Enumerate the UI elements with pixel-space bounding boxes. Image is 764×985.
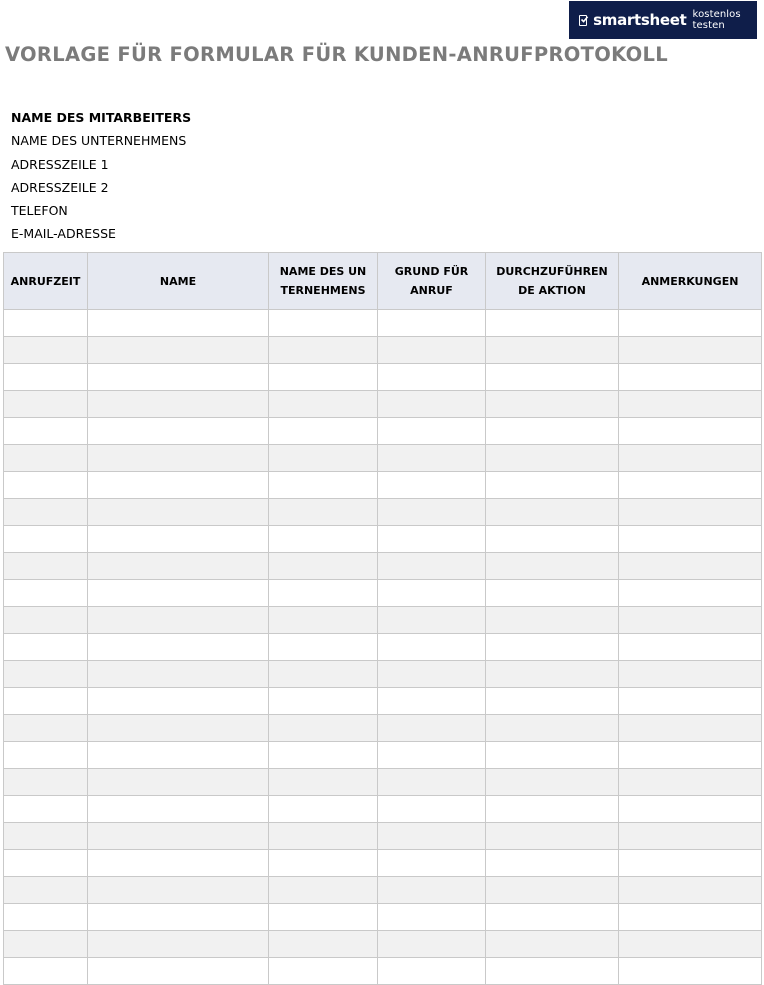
table-cell[interactable] [619,364,762,391]
brand-name: smartsheet [593,11,687,29]
contact-info-block [11,106,191,246]
table-cell[interactable] [486,499,619,526]
table-cell[interactable] [378,877,486,904]
table-cell[interactable] [486,904,619,931]
table-cell[interactable] [88,364,269,391]
table-cell[interactable] [4,310,88,337]
table-cell[interactable] [88,769,269,796]
table-cell[interactable] [269,904,378,931]
table-cell[interactable] [486,661,619,688]
table-cell[interactable] [486,796,619,823]
address-line-2-label: ADRESSZEILE 2 [11,179,109,195]
table-cell[interactable] [88,580,269,607]
table-cell[interactable] [486,931,619,958]
table-row [4,958,762,985]
trial-link-label: kostenlos testen [692,9,741,31]
table-cell[interactable] [619,850,762,877]
table-row [4,634,762,661]
table-cell[interactable] [88,715,269,742]
table-cell[interactable] [378,364,486,391]
column-header-company-name: NAME DES UNTERNEHMENS [269,253,378,310]
table-cell[interactable] [269,337,378,364]
table-row [4,769,762,796]
table-cell[interactable] [88,958,269,985]
table-cell[interactable] [619,715,762,742]
table-cell[interactable] [88,742,269,769]
table-cell[interactable] [378,607,486,634]
table-row [4,715,762,742]
table-cell[interactable] [4,472,88,499]
table-cell[interactable] [88,526,269,553]
table-cell[interactable] [378,337,486,364]
table-cell[interactable] [619,904,762,931]
table-cell[interactable] [4,742,88,769]
company-name-label: NAME DES UNTERNEHMENS [11,133,187,149]
table-cell[interactable] [269,391,378,418]
table-cell[interactable] [269,850,378,877]
table-cell[interactable] [4,553,88,580]
employee-name-label: NAME DES MITARBEITERS [11,110,192,125]
table-cell[interactable] [269,796,378,823]
table-cell[interactable] [269,418,378,445]
table-row [4,310,762,337]
table-cell[interactable] [378,931,486,958]
table-cell[interactable] [619,823,762,850]
smartsheet-trial-banner[interactable] [569,1,757,39]
table-cell[interactable] [378,391,486,418]
table-cell[interactable] [88,661,269,688]
checkbox-icon [579,15,587,26]
table-cell[interactable] [378,769,486,796]
table-cell[interactable] [269,715,378,742]
table-cell[interactable] [4,580,88,607]
table-row [4,553,762,580]
table-cell[interactable] [269,607,378,634]
table-cell[interactable] [486,580,619,607]
table-cell[interactable] [4,715,88,742]
table-cell[interactable] [378,688,486,715]
table-row [4,742,762,769]
table-cell[interactable] [619,526,762,553]
table-cell[interactable] [269,553,378,580]
table-cell[interactable] [619,391,762,418]
table-cell[interactable] [4,418,88,445]
table-row [4,877,762,904]
table-cell[interactable] [486,688,619,715]
table-cell[interactable] [269,742,378,769]
table-cell[interactable] [88,607,269,634]
column-header-action-to-take: DURCHZUFÜHRENDE AKTION [486,253,619,310]
table-row [4,796,762,823]
table-cell[interactable] [378,445,486,472]
table-row [4,904,762,931]
table-cell[interactable] [4,958,88,985]
table-cell[interactable] [486,769,619,796]
table-cell[interactable] [619,931,762,958]
table-cell[interactable] [486,823,619,850]
table-cell[interactable] [4,526,88,553]
table-cell[interactable] [269,931,378,958]
table-cell[interactable] [619,769,762,796]
page-title: VORLAGE FÜR FORMULAR FÜR KUNDEN-ANRUFPROTOKOLL [5,43,669,66]
table-cell[interactable] [378,958,486,985]
table-cell[interactable] [4,769,88,796]
table-cell[interactable] [269,364,378,391]
table-cell[interactable] [619,688,762,715]
email-label: E-MAIL-ADRESSE [11,226,116,242]
table-cell[interactable] [378,904,486,931]
table-cell[interactable] [619,958,762,985]
table-cell[interactable] [378,418,486,445]
table-cell[interactable] [619,445,762,472]
table-cell[interactable] [269,526,378,553]
table-row [4,526,762,553]
table-cell[interactable] [269,634,378,661]
table-cell[interactable] [619,499,762,526]
table-cell[interactable] [269,499,378,526]
table-cell[interactable] [269,472,378,499]
table-cell[interactable] [378,526,486,553]
table-cell[interactable] [486,445,619,472]
table-cell[interactable] [378,472,486,499]
column-header-call-time: ANRUFZEIT [4,253,88,310]
table-row [4,499,762,526]
table-cell[interactable] [378,553,486,580]
table-cell[interactable] [4,904,88,931]
table-cell[interactable] [269,445,378,472]
table-cell[interactable] [378,634,486,661]
table-cell[interactable] [619,553,762,580]
table-cell[interactable] [88,904,269,931]
table-row [4,364,762,391]
table-cell[interactable] [88,931,269,958]
table-cell[interactable] [269,661,378,688]
table-cell[interactable] [269,877,378,904]
table-row [4,661,762,688]
table-cell[interactable] [4,337,88,364]
table-cell[interactable] [619,337,762,364]
column-header-notes: ANMERKUNGEN [619,253,762,310]
table-row [4,580,762,607]
table-cell[interactable] [486,364,619,391]
table-cell[interactable] [4,607,88,634]
table-cell[interactable] [4,877,88,904]
table-row [4,445,762,472]
table-cell[interactable] [4,661,88,688]
table-cell[interactable] [4,931,88,958]
table-cell[interactable] [486,526,619,553]
table-cell[interactable] [619,472,762,499]
table-cell[interactable] [88,310,269,337]
column-header-name: NAME [88,253,269,310]
table-cell[interactable] [378,661,486,688]
table-cell[interactable] [269,769,378,796]
table-cell[interactable] [486,418,619,445]
table-row [4,418,762,445]
table-cell[interactable] [486,472,619,499]
table-cell[interactable] [486,742,619,769]
table-cell[interactable] [88,337,269,364]
table-cell[interactable] [4,823,88,850]
table-cell[interactable] [378,715,486,742]
address-line-1-label: ADRESSZEILE 1 [11,156,109,172]
table-cell[interactable] [486,877,619,904]
table-cell[interactable] [88,553,269,580]
table-cell[interactable] [88,499,269,526]
table-cell[interactable] [269,823,378,850]
table-cell[interactable] [378,796,486,823]
call-log-body [4,310,762,985]
column-header-call-reason: GRUND FÜR ANRUF [378,253,486,310]
phone-label: TELEFON [11,203,68,219]
table-cell[interactable] [269,310,378,337]
table-cell[interactable] [88,877,269,904]
table-cell[interactable] [4,634,88,661]
table-cell[interactable] [486,958,619,985]
table-row [4,688,762,715]
table-cell[interactable] [378,580,486,607]
table-cell[interactable] [486,310,619,337]
table-cell[interactable] [269,688,378,715]
table-cell[interactable] [4,688,88,715]
table-cell[interactable] [619,877,762,904]
table-cell[interactable] [619,607,762,634]
table-row [4,391,762,418]
table-cell[interactable] [486,391,619,418]
table-cell[interactable] [378,310,486,337]
table-cell[interactable] [619,580,762,607]
table-cell[interactable] [88,688,269,715]
table-cell[interactable] [619,418,762,445]
table-cell[interactable] [619,661,762,688]
table-cell[interactable] [4,364,88,391]
table-cell[interactable] [4,391,88,418]
table-cell[interactable] [88,850,269,877]
table-cell[interactable] [4,445,88,472]
table-row [4,931,762,958]
table-row [4,607,762,634]
table-cell[interactable] [486,634,619,661]
table-cell[interactable] [269,580,378,607]
table-row [4,472,762,499]
table-cell[interactable] [486,553,619,580]
table-cell[interactable] [378,499,486,526]
table-cell[interactable] [88,796,269,823]
table-cell[interactable] [4,499,88,526]
table-cell[interactable] [619,310,762,337]
table-cell[interactable] [486,850,619,877]
table-cell[interactable] [88,823,269,850]
table-cell[interactable] [88,472,269,499]
table-cell[interactable] [269,958,378,985]
table-cell[interactable] [4,850,88,877]
table-cell[interactable] [619,796,762,823]
table-header-row [4,253,762,310]
table-cell[interactable] [486,337,619,364]
call-log-table [3,252,762,985]
table-row [4,337,762,364]
table-cell[interactable] [88,391,269,418]
table-cell[interactable] [378,850,486,877]
table-cell[interactable] [486,715,619,742]
table-cell[interactable] [88,634,269,661]
table-cell[interactable] [378,823,486,850]
table-cell[interactable] [486,607,619,634]
table-cell[interactable] [88,445,269,472]
table-cell[interactable] [378,742,486,769]
table-cell[interactable] [619,634,762,661]
table-cell[interactable] [88,418,269,445]
table-cell[interactable] [4,796,88,823]
table-row [4,823,762,850]
table-cell[interactable] [619,742,762,769]
table-row [4,850,762,877]
